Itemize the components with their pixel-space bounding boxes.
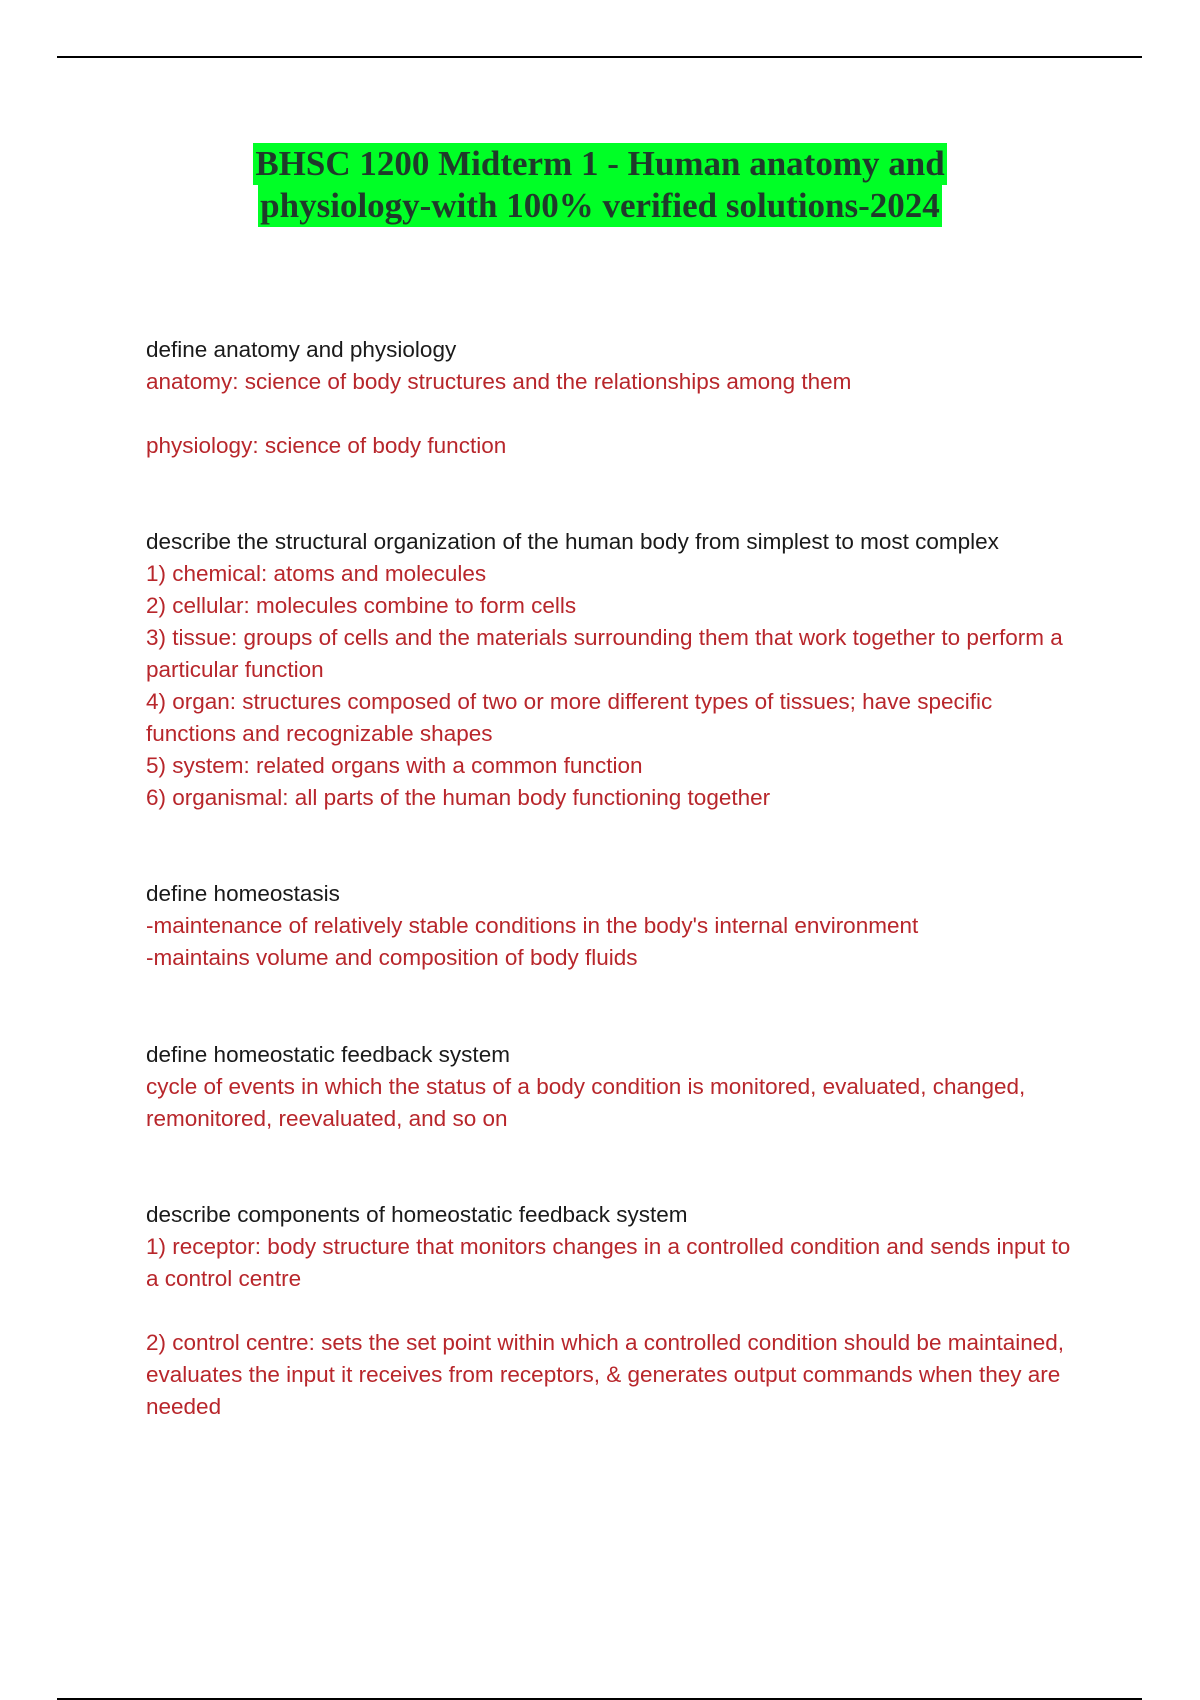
answer-text: 2) cellular: molecules combine to form cells: [146, 593, 577, 618]
spacer: [146, 814, 1086, 878]
qa-item: [146, 334, 1086, 462]
question-text: describe the structural organization of the human body from simplest to most complex: [146, 529, 999, 554]
answer-text: cycle of events in which the status of a body condition is monitored, evaluated, changed, remonitored, reevaluated, and so on: [146, 1074, 1026, 1131]
spacer: [146, 1135, 1086, 1199]
blank-line: [146, 1295, 1086, 1327]
top-rule: [57, 56, 1142, 58]
blank-line: [146, 398, 1086, 430]
answer-text: 6) organismal: all parts of the human body functioning together: [146, 785, 771, 810]
document-title: [0, 143, 1200, 227]
answer-text: 3) tissue: groups of cells and the materials surrounding them that work together to perform a particular function: [146, 625, 1063, 682]
answer-text: -maintenance of relatively stable conditions in the body's internal environment: [146, 913, 919, 938]
qa-content: [146, 334, 1086, 1423]
answer-text: 4) organ: structures composed of two or more different types of tissues; have specific functions and recognizable shapes: [146, 689, 993, 746]
title-line-1: BHSC 1200 Midterm 1 - Human anatomy and: [255, 144, 945, 183]
title-line-2: physiology-with 100% verified solutions-2024: [260, 186, 940, 225]
question-text: describe components of homeostatic feedback system: [146, 1202, 688, 1227]
answer-text: 1) receptor: body structure that monitors changes in a controlled condition and sends input to a control centre: [146, 1234, 1071, 1291]
answer-text: 1) chemical: atoms and molecules: [146, 561, 487, 586]
question-text: define homeostatic feedback system: [146, 1042, 510, 1067]
spacer: [146, 462, 1086, 526]
answer-text: physiology: science of body function: [146, 433, 507, 458]
qa-item: [146, 1199, 1086, 1423]
answer-text: 2) control centre: sets the set point within which a controlled condition should be maintained, evaluates the input it receives from receptors, & generates output commands when they are needed: [146, 1330, 1065, 1419]
question-text: define anatomy and physiology: [146, 337, 457, 362]
qa-item: [146, 878, 1086, 974]
question-text: define homeostasis: [146, 881, 340, 906]
answer-text: anatomy: science of body structures and the relationships among them: [146, 369, 852, 394]
qa-item: [146, 1039, 1086, 1135]
spacer: [146, 974, 1086, 1039]
answer-text: 5) system: related organs with a common function: [146, 753, 643, 778]
answer-text: -maintains volume and composition of body fluids: [146, 945, 638, 970]
qa-item: [146, 526, 1086, 814]
